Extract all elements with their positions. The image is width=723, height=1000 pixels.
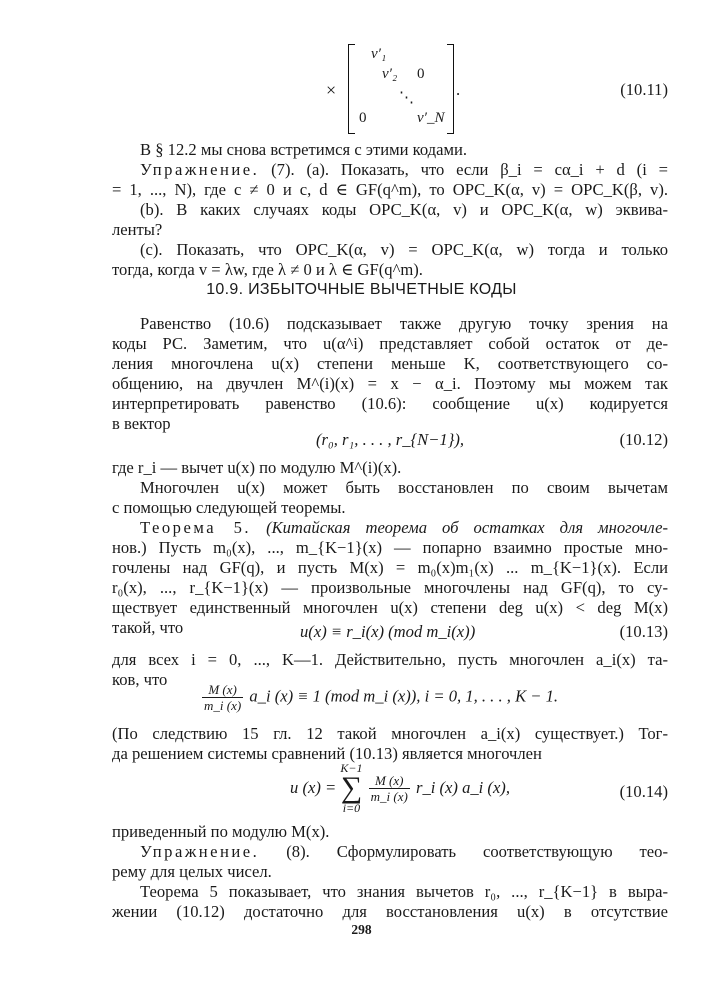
eq-number-10-14: (10.14) [619, 782, 668, 801]
matrix-entry-vN: v′_N [417, 110, 445, 126]
matrix-zero-lower: 0 [359, 110, 367, 126]
para-2-line-2: с помощью следующей теоремы. [112, 498, 346, 517]
exercise-7-line-2: = 1, ..., N), где c ≠ 0 и c, d ∈ GF(q^m), то ОРС_K(α, v) = ОРС_K(β, v). [112, 180, 668, 199]
exercise-7-line-6: тогда, когда v = λw, где λ ≠ 0 и λ ∈ GF(q^m). [112, 260, 423, 279]
diagonal-matrix [348, 44, 454, 134]
theorem-5-line-3: гочлены над GF(q), и пусть M(x) = m₀(x)m₁(x) ... m_{K−1}(x). Если [112, 558, 668, 577]
section-heading: 10.9. ИЗБЫТОЧНЫЕ ВЫЧЕТНЫЕ КОДЫ [206, 281, 517, 298]
matrix-entry-v2: v′₂ [382, 66, 398, 82]
intro-sentence: В § 12.2 мы снова встретимся с этими кодами. [140, 140, 467, 159]
equation-10-13: u(x) ≡ r_i(x) (mod m_i(x)) [300, 622, 476, 641]
exercise-7-line-3: (b). В каких случаях коды ОРС_K(α, v) и ОРС_K(α, w) эквива- [140, 200, 668, 219]
fraction-M-over-mi: $\frac{M (x)}{m\_i (x)}$ [204, 682, 242, 713]
theorem-5-line-4: r₀(x), ..., r_{K−1}(x) — произвольные многочлены над GF(q), то су- [112, 578, 668, 597]
exercise-7-line-4: ленты? [112, 220, 163, 239]
para-3-line-2: ков, что [112, 670, 168, 689]
para-1-line-5: интерпретировать равенство (10.6): сообщение u(x) кодируется [112, 394, 668, 413]
fraction-M-over-mi-sum: $\frac{M (x)}{m\_i (x)}$ [370, 772, 408, 804]
eq-number-10-13: (10.13) [619, 622, 668, 641]
eq-number-10-12: (10.12) [619, 430, 668, 449]
equation-10-12: (r₀, r₁, . . . , r_{N−1}), [316, 430, 465, 449]
theorem-5-line-2: нов.) Пусть m₀(x), ..., m_{K−1}(x) — попарно взаимно простые мно- [112, 538, 668, 557]
para-1-line-4: общению, на двучлен M^(i)(x) = x − α_i. Поэтому мы можем так [112, 374, 668, 393]
exercise-8-line-2: рему для целых чисел. [112, 862, 272, 881]
para-3-line-1: для всех i = 0, ..., K—1. Действительно, пусть многочлен a_i(x) та- [112, 650, 668, 669]
para-4-line-1: (По следствию 15 гл. 12 такой многочлен a_i(x) существует.) Тог- [112, 724, 668, 743]
residue-definition: где r_i — вычет u(x) по модулю M^(i)(x). [112, 458, 402, 477]
para-4-line-2: да решением системы сравнений (10.13) является многочлен [112, 744, 542, 763]
para-6-line-1: Теорема 5 показывает, что знания вычетов r₀, ..., r_{K−1} в выра- [140, 882, 668, 901]
equation-10-14: u (x) = K−1 ∑ i=0 $\frac{M (x)}{m\_i (x)}$ r_i (x) a_i (x), [290, 761, 510, 815]
matrix-period: . [456, 80, 461, 99]
summation-sign: K−1 ∑ i=0 [340, 761, 363, 815]
times-sign: × [326, 80, 337, 100]
para-5: приведенный по модулю M(x). [112, 822, 330, 841]
matrix-entry-v1: v′₁ [371, 46, 387, 62]
para-6-line-2: жении (10.12) достаточно для восстановления u(x) в отсутствие [112, 902, 668, 921]
para-2-line-1: Многочлен u(x) может быть восстановлен по своим вычетам [140, 478, 668, 497]
exercise-7-line-1: Упражнение. (7). (а). Показать, что если β_i = cα_i + d (i = [140, 160, 668, 179]
para-1-line-1: Равенство (10.6) подсказывает также другую точку зрения на [140, 314, 668, 333]
para-1-line-6: в вектор [112, 414, 171, 433]
matrix-zero-upper: 0 [417, 66, 425, 82]
exercise-7-line-5: (с). Показать, что ОРС_K(α, v) = ОРС_K(α, w) тогда и только [140, 240, 668, 259]
theorem-5-line-5: ществует единственный многочлен u(x) степени deg u(x) < deg M(x) [112, 598, 668, 617]
equation-ai-definition: $\frac{M (x)}{m\_i (x)}$ a_i (x) ≡ 1 (mod m_i (x)), i = 0, 1, . . . , K − 1. [204, 682, 559, 713]
eq-number-10-11: (10.11) [620, 80, 668, 99]
theorem-5-line-6: такой, что [112, 618, 184, 637]
theorem-5-line-1: Теорема 5. (Китайская теорема об остатках для многочле- [140, 518, 668, 537]
matrix-dots: ⋱ [399, 90, 414, 106]
exercise-8-line-1: Упражнение. (8). Сформулировать соответствующую тео- [140, 842, 668, 861]
para-1-line-3: ления многочлена u(x) степени меньше K, соответствующего со- [112, 354, 668, 373]
para-1-line-2: коды РС. Заметим, что u(α^i) представляет собой остаток от де- [112, 334, 668, 353]
page-number: 298 [351, 922, 372, 937]
